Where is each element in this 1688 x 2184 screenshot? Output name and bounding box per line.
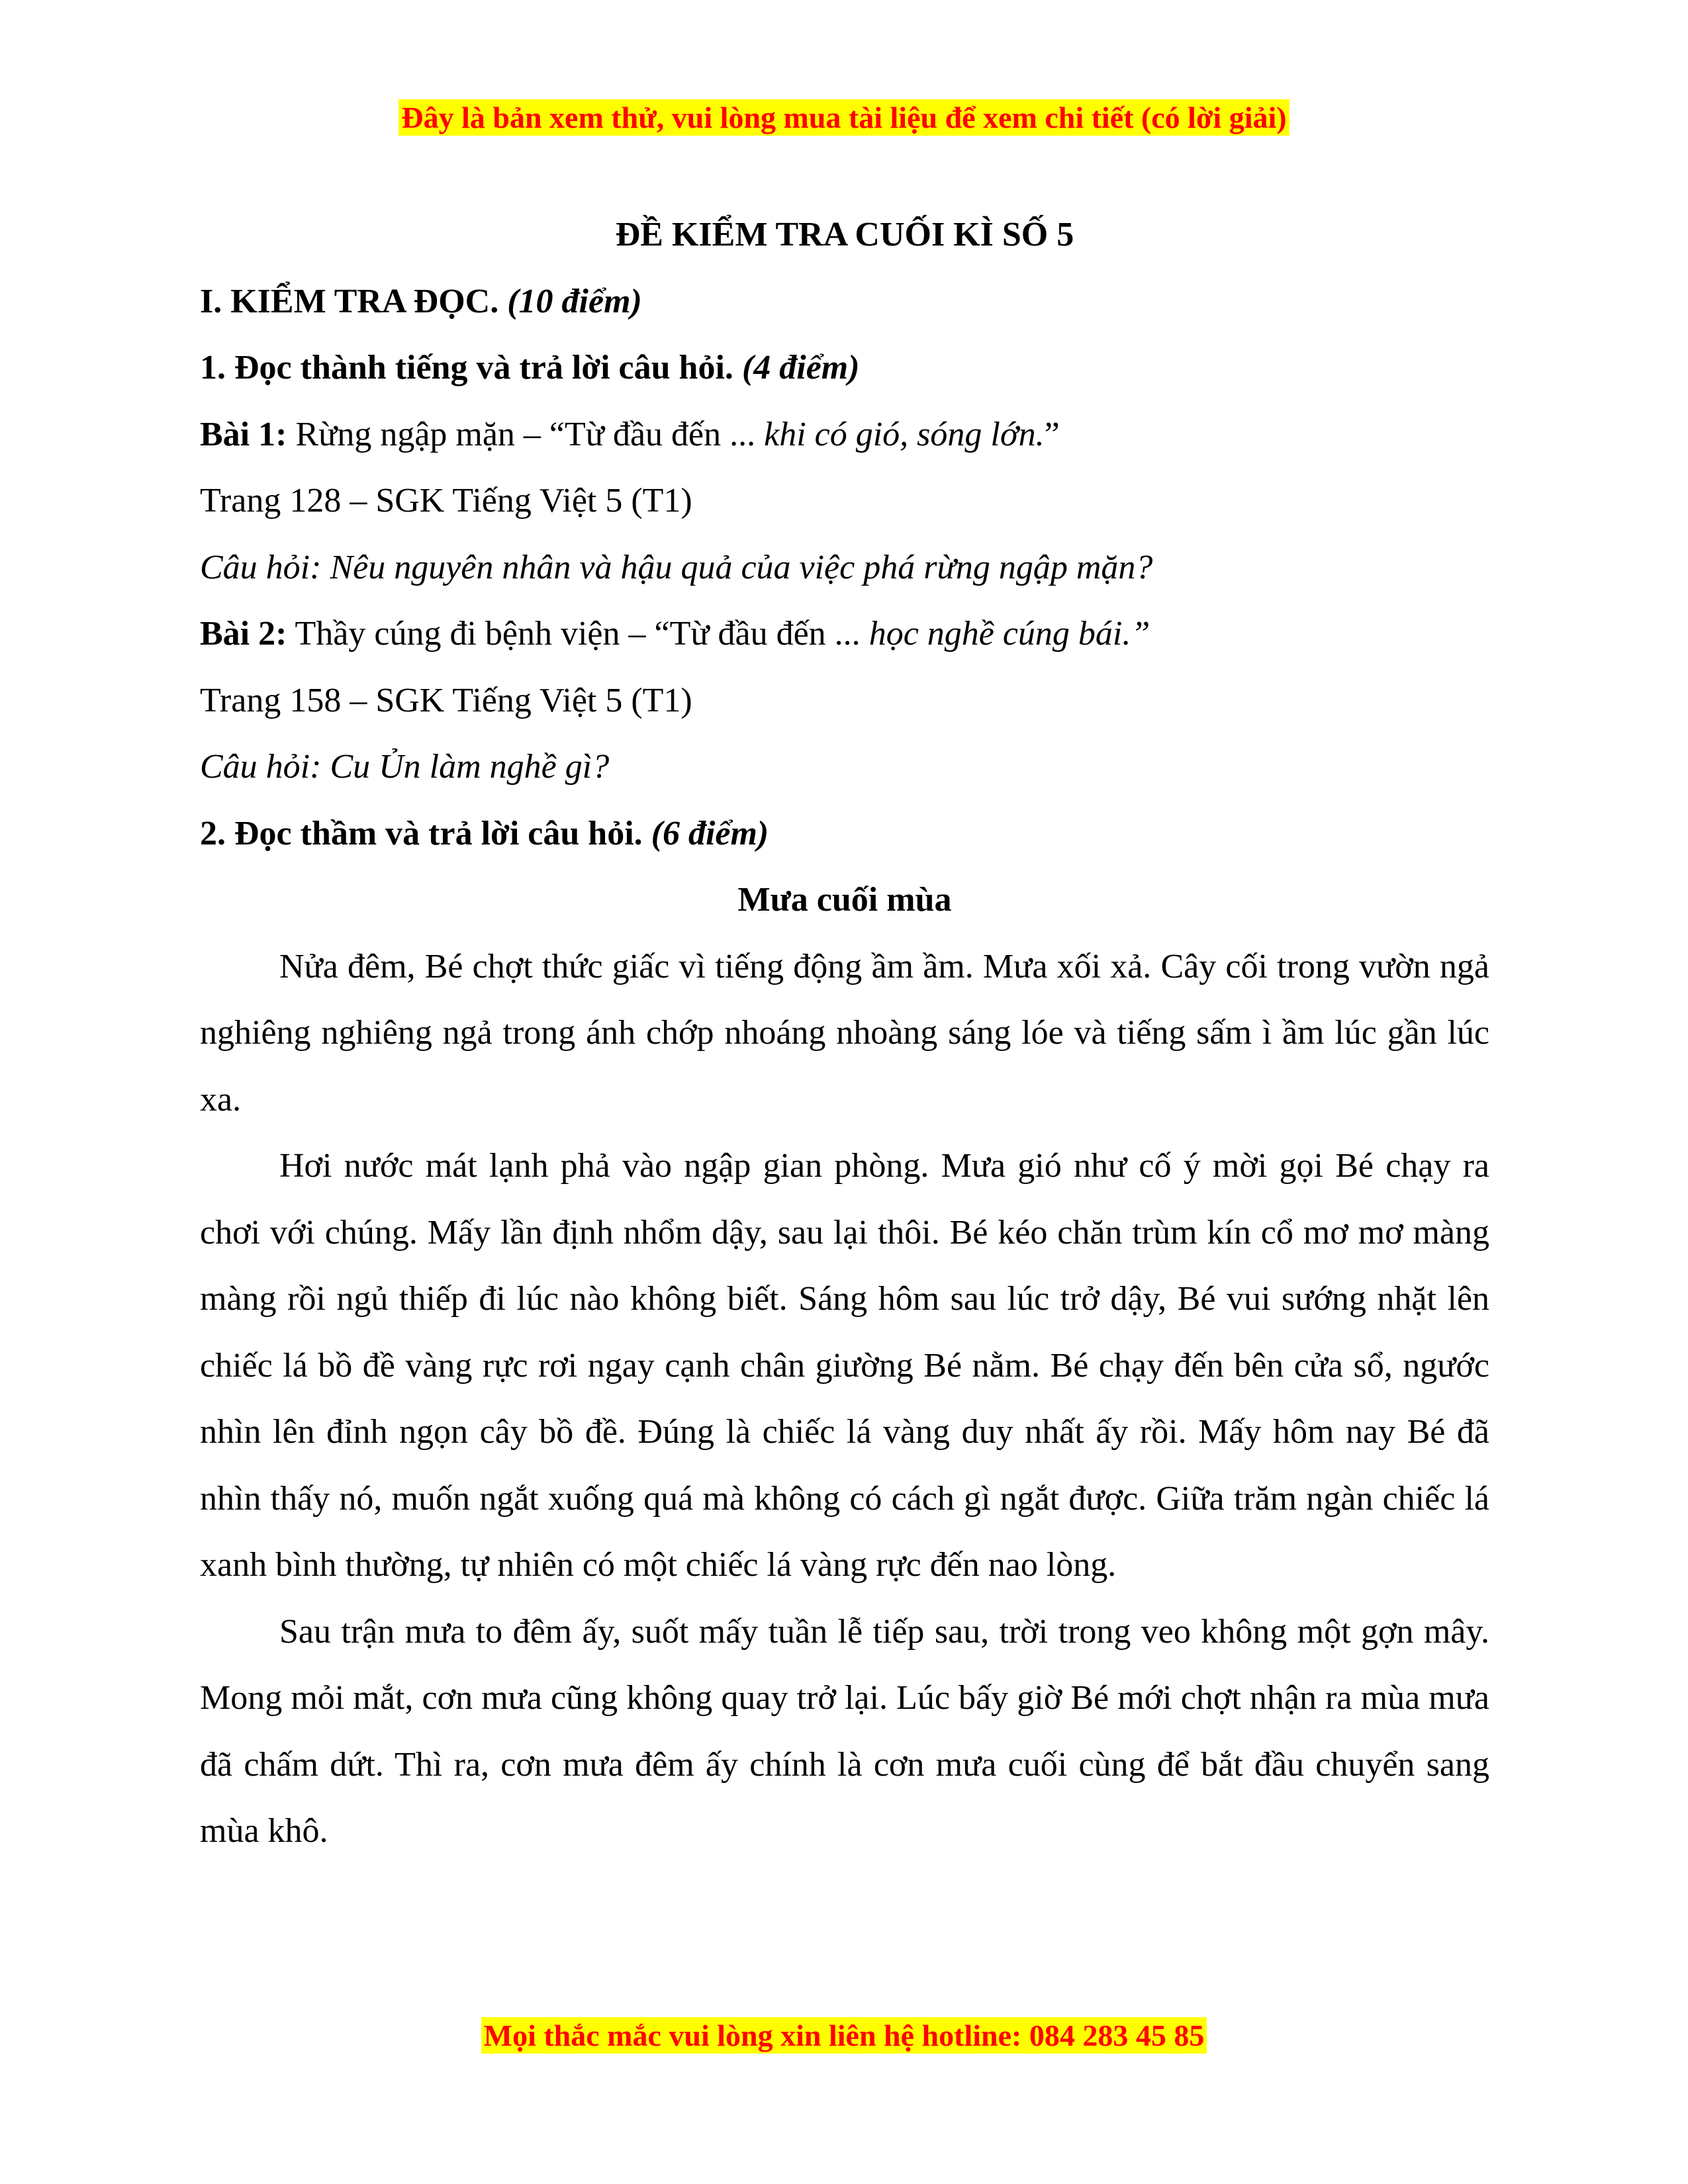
section-heading bbox=[200, 269, 1489, 336]
exam-content bbox=[200, 202, 1489, 1865]
exam-title: ĐỀ KIỂM TRA CUỐI KÌ SỐ 5 bbox=[615, 216, 1074, 253]
section-points: (10 điểm) bbox=[507, 282, 642, 320]
preview-notice-text: Đây là bản xem thử, vui lòng mua tài liệu để xem chi tiết (có lời giải) bbox=[399, 99, 1289, 136]
hotline-notice bbox=[0, 2016, 1688, 2056]
bai1-question: Câu hỏi: Nêu nguyên nhân và hậu quả của việc phá rừng ngập mặn? bbox=[200, 548, 1153, 586]
bai1-line bbox=[200, 402, 1489, 469]
bai2-question: Câu hỏi: Cu Ủn làm nghề gì? bbox=[200, 748, 610, 786]
bai2-line bbox=[200, 601, 1489, 668]
preview-notice bbox=[0, 98, 1688, 138]
part1-points: (4 điểm) bbox=[741, 349, 860, 387]
part1-title: 1. Đọc thành tiếng và trả lời câu hỏi. bbox=[200, 349, 733, 387]
passage-paragraph: Sau trận mưa to đêm ấy, suốt mấy tuần lễ tiếp sau, trời trong veo không một gợn mây. Mong mỏi mắt, cơn mưa cũng không quay trở lại. Lúc bấy giờ Bé mới chợt nhận ra mùa mưa đã chấm dứt. Thì ra, cơn mưa đêm ấy chính là cơn mưa cuối cùng để bắt đầu chuyển sang mùa khô. bbox=[200, 1612, 1489, 1850]
section-title: I. KIỂM TRA ĐỌC. bbox=[200, 282, 499, 320]
bai2-excerpt-end: học nghề cúng bái.” bbox=[860, 615, 1150, 653]
passage-paragraph: Hơi nước mát lạnh phả vào ngập gian phòng. Mưa gió như cố ý mời gọi Bé chạy ra chơi với chúng. Mấy lần định nhổm dậy, sau lại thôi. Bé kéo chăn trùm kín cổ mơ mơ màng màng rồi ngủ thiếp đi lúc nào không biết. Sáng hôm sau lúc trở dậy, Bé vui sướng nhặt lên chiếc lá bồ đề vàng rực rơi ngay cạnh chân giường Bé nằm. Bé chạy đến bên cửa sổ, ngước nhìn lên đỉnh ngọn cây bồ đề. Đúng là chiếc lá vàng duy nhất ấy rồi. Mấy hôm nay Bé đã nhìn thấy nó, muốn ngắt xuống quá mà không có cách gì ngắt được. Giữa trăm ngàn chiếc lá xanh bình thường, tự nhiên có một chiếc lá vàng rực đến nao lòng. bbox=[200, 1147, 1489, 1584]
bai1-close-quote: ” bbox=[1044, 415, 1060, 453]
part2-title: 2. Đọc thầm và trả lời câu hỏi. bbox=[200, 814, 643, 852]
bai2-label: Bài 2: bbox=[200, 615, 287, 653]
part1-heading bbox=[200, 335, 1489, 402]
bai2-text: Thầy cúng đi bệnh viện – “Từ đầu đến ... bbox=[287, 615, 861, 653]
bai1-text: Rừng ngập mặn – “Từ đầu đến ... bbox=[287, 415, 756, 453]
bai2-page-ref: Trang 158 – SGK Tiếng Việt 5 (T1) bbox=[200, 681, 692, 719]
bai1-page-ref: Trang 128 – SGK Tiếng Việt 5 (T1) bbox=[200, 482, 692, 520]
bai1-label: Bài 1: bbox=[200, 415, 287, 453]
hotline-notice-text: Mọi thắc mắc vui lòng xin liên hệ hotline: 084 283 45 85 bbox=[481, 2017, 1207, 2054]
bai1-excerpt-end: khi có gió, sóng lớn. bbox=[755, 415, 1045, 453]
passage-title: Mưa cuối mùa bbox=[737, 881, 952, 919]
passage-paragraph: Nửa đêm, Bé chợt thức giấc vì tiếng động ầm ầm. Mưa xối xả. Cây cối trong vườn ngả nghiêng nghiêng ngả trong ánh chớp nhoáng nhoàng sáng lóe và tiếng sấm ì ầm lúc gần lúc xa. bbox=[200, 947, 1489, 1118]
part2-heading bbox=[200, 801, 1489, 868]
part2-points: (6 điểm) bbox=[651, 814, 769, 852]
